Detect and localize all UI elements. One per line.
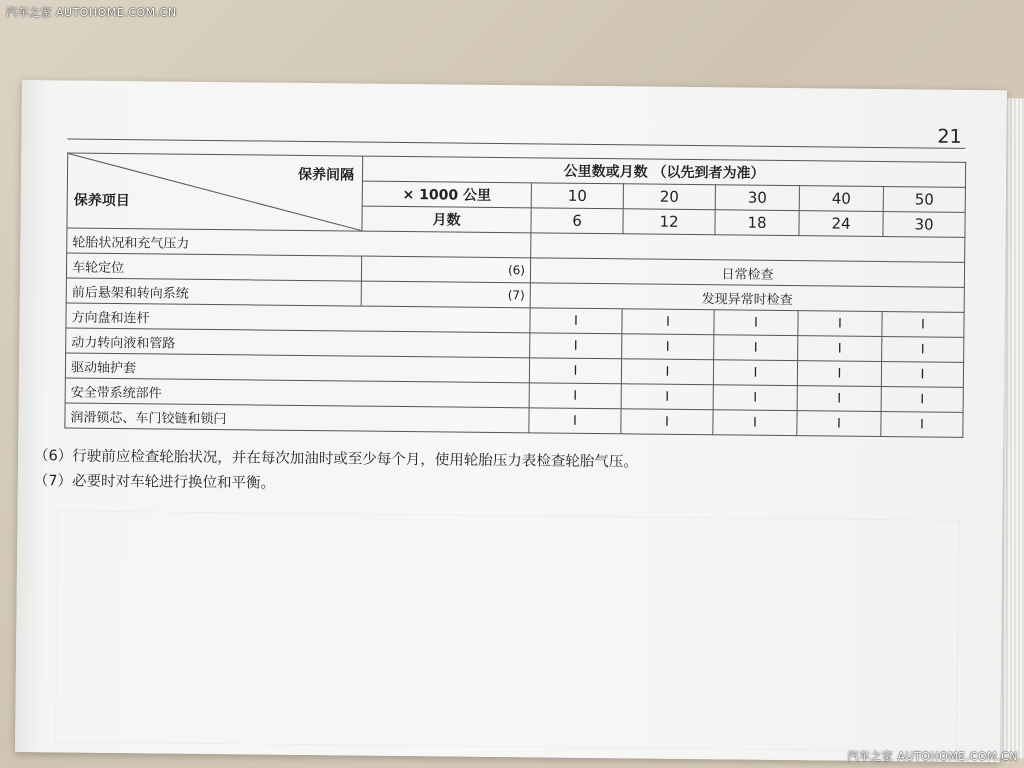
maintenance-item: 润滑锁芯、车门铰链和锁闩 [65, 403, 529, 433]
inspect-mark: I [714, 310, 798, 336]
footnote-ref: (6) [361, 256, 530, 283]
footnotes [34, 444, 638, 500]
month-value: 6 [531, 208, 623, 234]
inspect-mark: I [798, 336, 882, 362]
km-value: 10 [531, 183, 623, 209]
span-title: 公里数或月数 （以先到者为准） [362, 156, 965, 187]
inspect-mark: I [714, 335, 798, 361]
inspect-mark: I [797, 361, 881, 387]
page-number: 21 [937, 125, 962, 148]
inspect-mark: I [621, 359, 713, 385]
inspect-mark: I [881, 387, 963, 413]
header-rule [67, 138, 965, 148]
maintenance-item: 安全带系统部件 [65, 378, 529, 408]
watermark-top: 汽车之家 AUTOHOME.COM.CN [6, 6, 177, 19]
inspect-mark: I [621, 384, 713, 410]
month-value: 12 [623, 209, 715, 235]
inspect-mark: I [713, 385, 797, 411]
inspect-mark: I [798, 311, 882, 337]
interval-label: 保养间隔 [297, 166, 355, 184]
inspect-mark: I [530, 308, 622, 334]
maintenance-item: 方向盘和连杆 [66, 303, 530, 333]
footnote-7: （7）必要时对车轮进行换位和平衡。 [33, 473, 276, 492]
inspection-span: 日常检查 [530, 258, 964, 288]
watermark-bottom: 汽车之家 AUTOHOME.COM.CN [847, 750, 1018, 763]
inspect-mark: I [882, 312, 964, 338]
footnote-ref: (7) [361, 281, 530, 308]
km-value: 50 [883, 187, 965, 213]
inspect-mark: I [881, 412, 963, 438]
km-value: 20 [623, 184, 715, 210]
bleed-through-area [55, 510, 959, 751]
inspect-mark: I [713, 360, 797, 386]
km-label: × 1000 公里 [362, 181, 531, 208]
maintenance-item: 前后悬架和转向系统 [66, 278, 361, 306]
maintenance-table [64, 152, 966, 437]
month-value: 18 [715, 210, 799, 236]
inspect-mark: I [529, 383, 621, 409]
inspect-mark: I [797, 386, 881, 412]
month-value: 30 [883, 212, 965, 238]
month-label: 月数 [362, 206, 531, 233]
inspect-mark: I [881, 362, 963, 388]
manual-page [15, 80, 1007, 762]
inspect-mark: I [622, 309, 714, 335]
diagonal-header-cell [67, 153, 363, 231]
inspect-mark: I [713, 410, 797, 436]
km-value: 30 [715, 185, 799, 211]
inspect-mark: I [797, 411, 881, 437]
maintenance-item: 驱动轴护套 [65, 353, 529, 383]
inspection-span: 发现异常时检查 [530, 283, 964, 313]
inspect-mark: I [882, 337, 964, 363]
km-value: 40 [799, 186, 883, 212]
maintenance-item: 动力转向液和管路 [66, 328, 530, 358]
inspect-mark: I [622, 334, 714, 360]
footnote-6: （6）行驶前应检查轮胎状况，并在每次加油时或至少每个月，使用轮胎压力表检查轮胎气压。 [33, 448, 638, 471]
inspect-mark: I [530, 333, 622, 359]
month-value: 24 [799, 211, 883, 237]
maintenance-item: 车轮定位 [66, 253, 361, 281]
items-label: 保养项目 [73, 192, 130, 210]
maintenance-item: 轮胎状况和充气压力 [67, 228, 531, 258]
inspect-mark: I [529, 408, 621, 434]
inspect-mark: I [621, 409, 713, 435]
inspect-mark: I [529, 358, 621, 384]
